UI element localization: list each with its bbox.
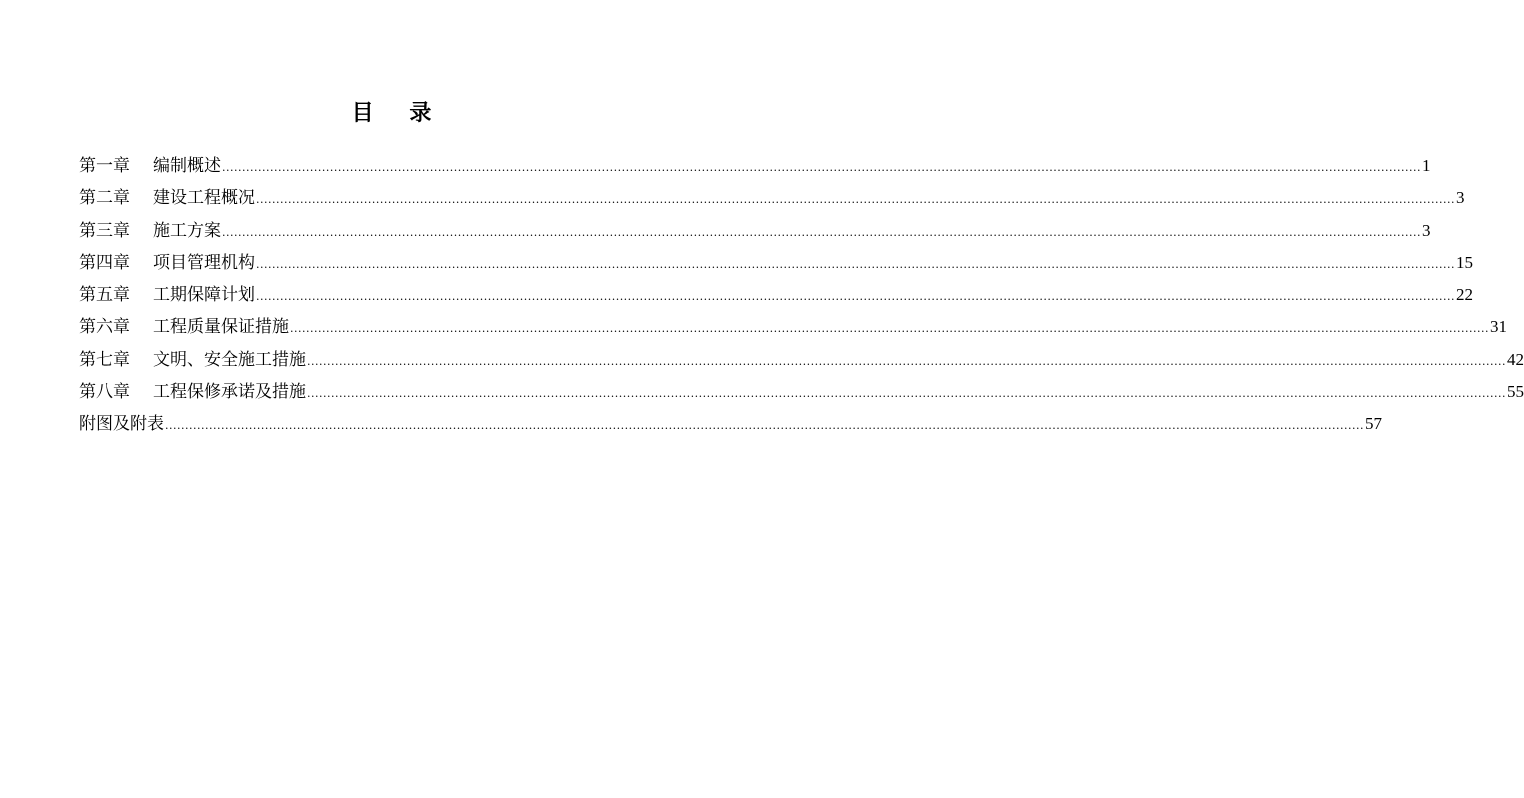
toc-chapter-number: 第六章 [79, 317, 130, 338]
toc-dot-leader: ............................................................................................................................................................................................................................................................................................................ [222, 161, 1421, 174]
toc-dot-leader: ............................................................................................................................................................................................................................................................................................................ [307, 387, 1506, 401]
toc-entry-title: 附图及附表 [79, 414, 164, 435]
toc-page-number: 15 [1455, 252, 1473, 272]
toc-dot-leader: ............................................................................................................................................................................................................................................................................................................ [256, 257, 1455, 271]
toc-chapter-number: 第三章 [79, 220, 130, 241]
toc-entry-title: 工期保障计划 [153, 285, 255, 306]
toc-title: 目 录 [351, 101, 446, 126]
toc-chapter-number: 第八章 [79, 382, 130, 403]
toc-entry-title: 编制概述 [153, 156, 221, 176]
toc-entry[interactable] [79, 247, 1473, 279]
toc-entry-title: 施工方案 [153, 220, 221, 241]
toc-entry[interactable] [79, 182, 1465, 214]
toc-chapter-number: 第一章 [79, 156, 130, 176]
toc-page-number: 1 [1421, 156, 1431, 175]
toc-entry[interactable] [79, 215, 1431, 247]
toc-entry-title: 建设工程概况 [153, 188, 255, 209]
toc-entry[interactable] [79, 150, 1431, 182]
toc-page-number: 55 [1506, 382, 1524, 402]
toc-chapter-number: 第四章 [79, 252, 130, 273]
toc-page-number: 22 [1455, 285, 1473, 305]
toc-entry[interactable] [79, 408, 1382, 440]
toc-entry-title: 文明、安全施工措施 [153, 349, 306, 370]
toc-entry-title: 工程质量保证措施 [153, 317, 289, 338]
toc-dot-leader: ............................................................................................................................................................................................................................................................................................................ [290, 322, 1489, 336]
toc-chapter-number: 第七章 [79, 349, 130, 370]
toc-chapter-number: 第五章 [79, 285, 130, 306]
toc-dot-leader: ............................................................................................................................................................................................................................................................................................................ [307, 354, 1506, 368]
toc-dot-leader: ............................................................................................................................................................................................................................................................................................................ [256, 193, 1455, 207]
toc-page-number: 3 [1421, 220, 1431, 240]
toc-page-number: 31 [1489, 317, 1507, 337]
toc-entry[interactable] [79, 376, 1524, 408]
toc-chapter-number: 第二章 [79, 188, 130, 209]
toc-entry[interactable] [79, 311, 1507, 343]
toc-list [79, 150, 1524, 441]
toc-entry-title: 工程保修承诺及措施 [153, 382, 306, 403]
toc-entry[interactable] [79, 344, 1524, 376]
toc-dot-leader: ............................................................................................................................................................................................................................................................................................................ [256, 290, 1455, 304]
toc-page-number: 3 [1455, 188, 1465, 208]
toc-dot-leader: ............................................................................................................................................................................................................................................................................................................ [165, 419, 1364, 433]
toc-dot-leader: ............................................................................................................................................................................................................................................................................................................ [222, 225, 1421, 239]
toc-page-number: 57 [1364, 414, 1382, 434]
toc-entry-title: 项目管理机构 [153, 252, 255, 273]
toc-page-number: 42 [1506, 349, 1524, 369]
toc-entry[interactable] [79, 279, 1473, 311]
